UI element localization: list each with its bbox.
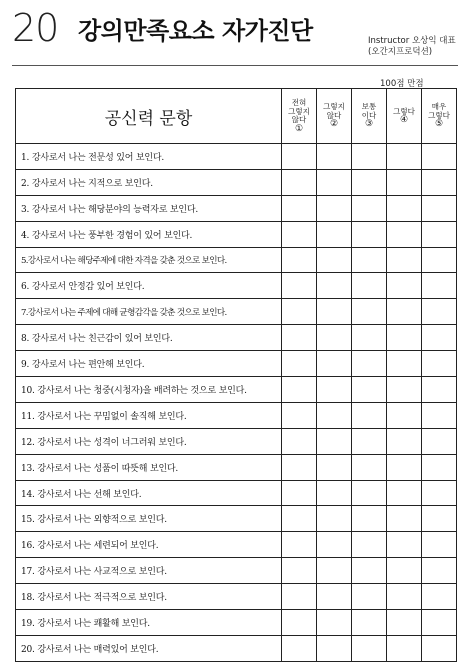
answer-cell-2[interactable] <box>317 377 352 403</box>
answer-cell-5[interactable] <box>422 195 457 221</box>
answer-cell-1[interactable] <box>282 584 317 610</box>
option-header-4: 그렇다 ④ <box>387 89 422 144</box>
question-text: 19. 강사로서 나는 쾌활해 보인다. <box>16 610 282 636</box>
option-header-3: 보통 이다 ③ <box>352 89 387 144</box>
answer-cell-2[interactable] <box>317 610 352 636</box>
answer-cell-3[interactable] <box>352 610 387 636</box>
answer-cell-1[interactable] <box>282 273 317 299</box>
table-row <box>16 428 457 454</box>
answer-cell-4[interactable] <box>387 169 422 195</box>
answer-cell-5[interactable] <box>422 635 457 661</box>
answer-cell-4[interactable] <box>387 428 422 454</box>
answer-cell-4[interactable] <box>387 635 422 661</box>
answer-cell-4[interactable] <box>387 610 422 636</box>
answer-cell-2[interactable] <box>317 144 352 170</box>
answer-cell-2[interactable] <box>317 221 352 247</box>
answer-cell-3[interactable] <box>352 558 387 584</box>
answer-cell-2[interactable] <box>317 169 352 195</box>
answer-cell-3[interactable] <box>352 195 387 221</box>
section-number: 20 <box>12 6 59 50</box>
answer-cell-1[interactable] <box>282 635 317 661</box>
question-text: 1. 강사로서 나는 전문성 있어 보인다. <box>16 144 282 170</box>
option-mark: ⑤ <box>434 119 444 130</box>
option-mark: ④ <box>399 115 409 125</box>
instructor-name: Instructor 오상익 대표 <box>368 36 456 46</box>
table-row <box>16 221 457 247</box>
table-row <box>16 584 457 610</box>
instructor-company: (오간지프로덕션) <box>368 47 433 57</box>
answer-cell-1[interactable] <box>282 377 317 403</box>
answer-cell-3[interactable] <box>352 247 387 273</box>
answer-cell-1[interactable] <box>282 558 317 584</box>
header-divider <box>12 65 458 66</box>
option-mark: ③ <box>364 119 374 130</box>
question-text: 15. 강사로서 나는 외향적으로 보인다. <box>16 506 282 532</box>
answer-cell-4[interactable] <box>387 480 422 506</box>
table-row <box>16 273 457 299</box>
answer-cell-2[interactable] <box>317 351 352 377</box>
answer-cell-3[interactable] <box>352 144 387 170</box>
answer-cell-1[interactable] <box>282 169 317 195</box>
answer-cell-4[interactable] <box>387 454 422 480</box>
answer-cell-3[interactable] <box>352 480 387 506</box>
answer-cell-5[interactable] <box>422 325 457 351</box>
answer-cell-4[interactable] <box>387 273 422 299</box>
answer-cell-5[interactable] <box>422 299 457 325</box>
answer-cell-4[interactable] <box>387 506 422 532</box>
table-row <box>16 377 457 403</box>
answer-cell-2[interactable] <box>317 506 352 532</box>
answer-cell-3[interactable] <box>352 506 387 532</box>
table-row <box>16 506 457 532</box>
answer-cell-1[interactable] <box>282 195 317 221</box>
answer-cell-1[interactable] <box>282 610 317 636</box>
table-row <box>16 610 457 636</box>
question-text: 12. 강사로서 나는 성격이 너그러워 보인다. <box>16 428 282 454</box>
answer-cell-5[interactable] <box>422 532 457 558</box>
table-row <box>16 558 457 584</box>
answer-cell-5[interactable] <box>422 169 457 195</box>
answer-cell-3[interactable] <box>352 273 387 299</box>
answer-cell-1[interactable] <box>282 402 317 428</box>
answer-cell-1[interactable] <box>282 144 317 170</box>
answer-cell-4[interactable] <box>387 195 422 221</box>
question-text: 5.강사로서 나는 해당주제에 대한 자격을 갖춘 것으로 보인다. <box>16 247 282 273</box>
option-mark: ① <box>294 123 304 134</box>
answer-cell-3[interactable] <box>352 169 387 195</box>
question-text: 17. 강사로서 나는 사교적으로 보인다. <box>16 558 282 584</box>
question-text: 8. 강사로서 나는 친근감이 있어 보인다. <box>16 325 282 351</box>
answer-cell-2[interactable] <box>317 325 352 351</box>
answer-cell-3[interactable] <box>352 402 387 428</box>
question-column-header: 공신력 문항 <box>16 89 282 144</box>
answer-cell-1[interactable] <box>282 247 317 273</box>
answer-cell-4[interactable] <box>387 299 422 325</box>
answer-cell-5[interactable] <box>422 221 457 247</box>
answer-cell-4[interactable] <box>387 377 422 403</box>
question-text: 7.강사로서 나는 주제에 대해 균형감각을 갖춘 것으로 보인다. <box>16 299 282 325</box>
answer-cell-1[interactable] <box>282 351 317 377</box>
table-row <box>16 635 457 661</box>
question-text: 14. 강사로서 나는 선해 보인다. <box>16 480 282 506</box>
answer-cell-4[interactable] <box>387 221 422 247</box>
answer-cell-5[interactable] <box>422 377 457 403</box>
answer-cell-1[interactable] <box>282 325 317 351</box>
answer-cell-5[interactable] <box>422 144 457 170</box>
table-row <box>16 351 457 377</box>
question-text: 3. 강사로서 나는 해당분야의 능력자로 보인다. <box>16 195 282 221</box>
table-row <box>16 454 457 480</box>
answer-cell-3[interactable] <box>352 299 387 325</box>
answer-cell-5[interactable] <box>422 454 457 480</box>
answer-cell-2[interactable] <box>317 195 352 221</box>
answer-cell-2[interactable] <box>317 532 352 558</box>
answer-cell-4[interactable] <box>387 144 422 170</box>
answer-cell-5[interactable] <box>422 428 457 454</box>
table-row <box>16 402 457 428</box>
question-text: 11. 강사로서 나는 꾸밈없이 솔직해 보인다. <box>16 402 282 428</box>
answer-cell-5[interactable] <box>422 506 457 532</box>
answer-cell-5[interactable] <box>422 247 457 273</box>
table-row <box>16 299 457 325</box>
page-title: 강의만족요소 자가진단 <box>78 17 313 45</box>
table-row <box>16 480 457 506</box>
answer-cell-2[interactable] <box>317 428 352 454</box>
answer-cell-4[interactable] <box>387 584 422 610</box>
answer-cell-5[interactable] <box>422 480 457 506</box>
answer-cell-4[interactable] <box>387 325 422 351</box>
survey-table <box>15 88 457 662</box>
answer-cell-5[interactable] <box>422 584 457 610</box>
answer-cell-5[interactable] <box>422 402 457 428</box>
instructor-info <box>368 36 456 58</box>
answer-cell-1[interactable] <box>282 428 317 454</box>
answer-cell-1[interactable] <box>282 454 317 480</box>
answer-cell-4[interactable] <box>387 402 422 428</box>
answer-cell-3[interactable] <box>352 351 387 377</box>
answer-cell-3[interactable] <box>352 454 387 480</box>
question-text: 2. 강사로서 나는 지적으로 보인다. <box>16 169 282 195</box>
answer-cell-2[interactable] <box>317 247 352 273</box>
answer-cell-2[interactable] <box>317 273 352 299</box>
answer-cell-2[interactable] <box>317 558 352 584</box>
option-header-5: 매우 그렇다 ⑤ <box>422 89 457 144</box>
question-text: 6. 강사로서 안정감 있어 보인다. <box>16 273 282 299</box>
table-row <box>16 325 457 351</box>
answer-cell-5[interactable] <box>422 558 457 584</box>
answer-cell-3[interactable] <box>352 584 387 610</box>
answer-cell-3[interactable] <box>352 221 387 247</box>
answer-cell-2[interactable] <box>317 635 352 661</box>
answer-cell-2[interactable] <box>317 299 352 325</box>
answer-cell-1[interactable] <box>282 506 317 532</box>
answer-cell-1[interactable] <box>282 532 317 558</box>
answer-cell-1[interactable] <box>282 480 317 506</box>
answer-cell-1[interactable] <box>282 221 317 247</box>
table-row <box>16 169 457 195</box>
answer-cell-4[interactable] <box>387 351 422 377</box>
option-mark: ② <box>329 119 339 130</box>
answer-cell-5[interactable] <box>422 610 457 636</box>
question-text: 4. 강사로서 나는 풍부한 경험이 있어 보인다. <box>16 221 282 247</box>
table-row <box>16 532 457 558</box>
answer-cell-2[interactable] <box>317 480 352 506</box>
question-text: 13. 강사로서 나는 성품이 따뜻해 보인다. <box>16 454 282 480</box>
answer-cell-5[interactable] <box>422 351 457 377</box>
page-header <box>0 0 470 66</box>
answer-cell-1[interactable] <box>282 299 317 325</box>
answer-cell-4[interactable] <box>387 532 422 558</box>
answer-cell-5[interactable] <box>422 273 457 299</box>
question-text: 20. 강사로서 나는 매력있어 보인다. <box>16 635 282 661</box>
answer-cell-2[interactable] <box>317 402 352 428</box>
answer-cell-3[interactable] <box>352 325 387 351</box>
table-row <box>16 195 457 221</box>
question-text: 18. 강사로서 나는 적극적으로 보인다. <box>16 584 282 610</box>
answer-cell-4[interactable] <box>387 247 422 273</box>
option-header-1: 전혀 그렇지 않다 ① <box>282 89 317 144</box>
question-text: 16. 강사로서 나는 세련되어 보인다. <box>16 532 282 558</box>
table-row <box>16 247 457 273</box>
table-row <box>16 144 457 170</box>
header-row <box>16 89 457 144</box>
score-note: 100점 만점 <box>380 79 424 89</box>
answer-cell-2[interactable] <box>317 584 352 610</box>
answer-cell-3[interactable] <box>352 532 387 558</box>
answer-cell-2[interactable] <box>317 454 352 480</box>
question-text: 9. 강사로서 나는 편안해 보인다. <box>16 351 282 377</box>
answer-cell-4[interactable] <box>387 558 422 584</box>
answer-cell-3[interactable] <box>352 635 387 661</box>
question-text: 10. 강사로서 나는 청중(시청자)을 배려하는 것으로 보인다. <box>16 377 282 403</box>
answer-cell-3[interactable] <box>352 428 387 454</box>
answer-cell-3[interactable] <box>352 377 387 403</box>
option-header-2: 그렇지 않다 ② <box>317 89 352 144</box>
